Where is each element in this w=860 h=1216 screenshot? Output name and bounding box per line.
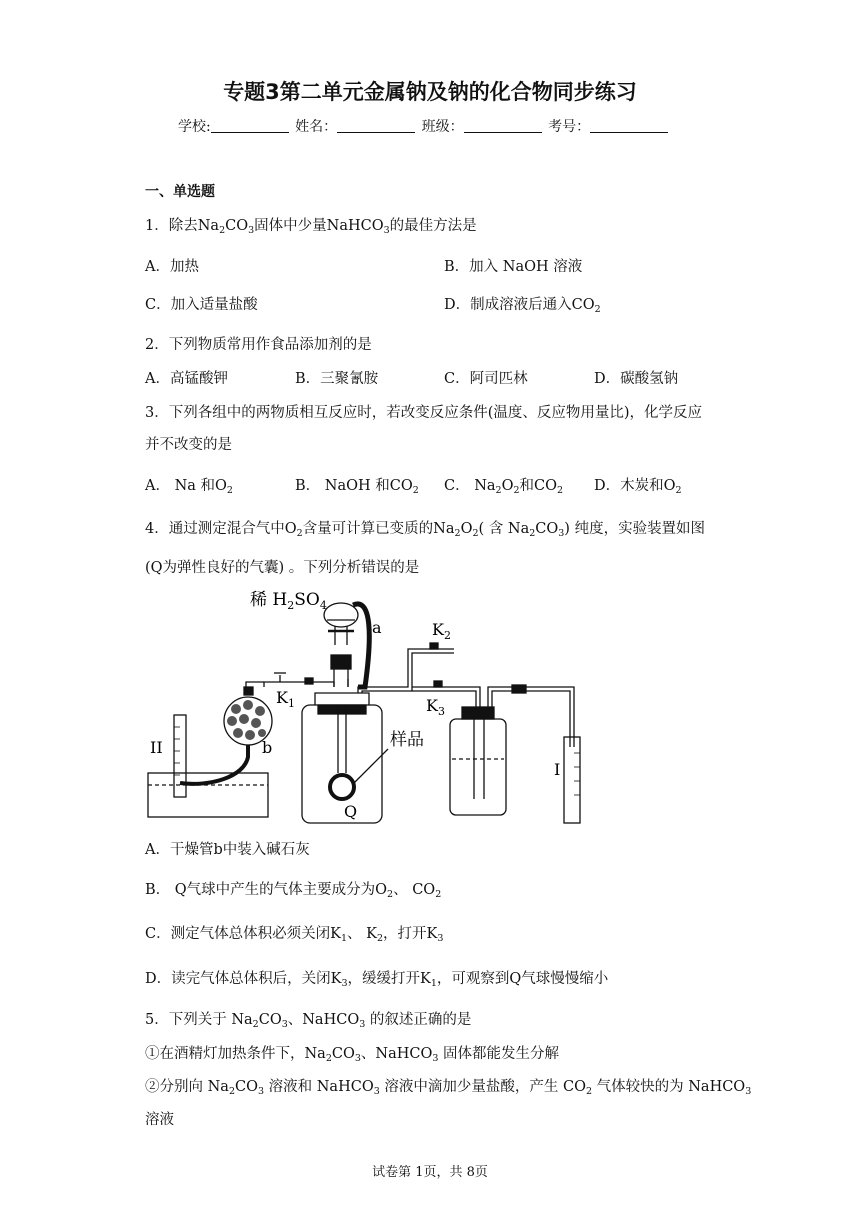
question-3-stem-line-2: 并不改变的是 <box>145 437 232 453</box>
question-5-statement-2: ②分别向 $Na_2CO_3$ 溶液和 NaHCO$_3$ 溶液中滴加少量盐酸，产生 $CO_2$ 气体较快的为 NaHCO$_3$ <box>145 1079 752 1097</box>
question-2-stem: 2．下列物质常用作食品添加剂的是 <box>145 337 372 353</box>
question-2-option-a[interactable]: A．高锰酸钾 <box>145 371 228 387</box>
question-5-statement-2-continued: 溶液 <box>145 1112 174 1128</box>
question-2-option-b[interactable]: B．三聚氰胺 <box>295 371 379 387</box>
tube-a <box>353 604 369 687</box>
exam-number-label: 考号： <box>548 119 591 135</box>
question-2-option-c[interactable]: C．阿司匹林 <box>444 371 528 387</box>
exam-number-blank[interactable] <box>590 118 668 133</box>
section-heading: 一、单选题 <box>145 184 215 200</box>
cylinder-ii-label: II <box>150 738 163 757</box>
question-4-stem-line-1: 4．通过测定混合气中$O_2$含量可计算已变质的$Na_2O_2$( 含 $Na_2CO_3$) 纯度，实验装置如图 <box>145 521 706 539</box>
apparatus-diagram <box>140 587 600 827</box>
name-label: 姓名： <box>295 119 338 135</box>
question-1-stem: 1．除去$Na_2CO_3$固体中少量NaHCO$_3$的最佳方法是 <box>145 218 477 236</box>
question-4-option-a[interactable]: A．干燥管b中装入碱石灰 <box>145 842 310 858</box>
class-blank[interactable] <box>464 118 542 133</box>
sample-label: 样品 <box>390 730 424 750</box>
question-3-option-d[interactable]: D．木炭和$O_2$ <box>594 478 682 496</box>
class-label: 班级： <box>421 119 464 135</box>
question-1-option-d[interactable]: D．制成溶液后通入$CO_2$ <box>444 297 601 315</box>
separatory-funnel <box>324 603 358 627</box>
question-1-option-b[interactable]: B．加入 NaOH 溶液 <box>444 259 583 275</box>
balloon-q <box>330 775 354 799</box>
question-3-option-c[interactable]: C． $Na_2O_2$和$CO_2$ <box>444 478 564 496</box>
question-1-option-a[interactable]: A．加热 <box>145 259 199 275</box>
school-label: 学校: <box>178 119 211 135</box>
tube-a-label: a <box>372 618 382 637</box>
wash-bottle <box>450 719 506 815</box>
question-4-option-c[interactable]: C．测定气体总体积必须关闭$K_1$、 $K_2$，打开$K_3$ <box>145 926 444 944</box>
k2-label: $K_2$ <box>432 620 451 642</box>
question-3-option-a[interactable]: A． Na 和$O_2$ <box>145 478 233 496</box>
question-2-option-d[interactable]: D．碳酸氢钠 <box>594 371 679 387</box>
water-basin <box>148 773 268 817</box>
balloon-q-label: Q <box>344 802 358 821</box>
question-1-option-c[interactable]: C．加入适量盐酸 <box>145 297 258 313</box>
page-footer: 试卷第 1页，共 8页 <box>372 1165 488 1180</box>
page-title: 专题3第二单元金属钠及钠的化合物同步练习 <box>223 80 637 104</box>
drying-tube-b-label: b <box>262 738 273 757</box>
k1-label: $K_1$ <box>276 688 295 710</box>
school-blank[interactable] <box>211 118 289 133</box>
question-4-stem-line-2: (Q为弹性良好的气囊) 。下列分析错误的是 <box>145 560 420 576</box>
measuring-cylinder-i <box>564 737 580 823</box>
name-blank[interactable] <box>337 118 415 133</box>
question-3-option-b[interactable]: B． NaOH 和$CO_2$ <box>295 478 419 496</box>
acid-label: 稀 $H_2SO_4$ <box>250 590 327 612</box>
question-3-stem-line-1: 3．下列各组中的两物质相互反应时，若改变反应条件(温度、反应物用量比)，化学反应 <box>145 405 703 421</box>
question-4-option-d[interactable]: D．读完气体总体积后，关闭$K_3$，缓缓打开$K_1$，可观察到Q气球慢慢缩小 <box>145 971 609 989</box>
k3-label: $K_3$ <box>426 696 445 718</box>
question-4-option-b[interactable]: B． Q气球中产生的气体主要成分为$O_2$、 $CO_2$ <box>145 882 442 900</box>
cylinder-i-label: I <box>554 760 561 779</box>
reaction-bottle <box>302 705 382 823</box>
question-5-stem: 5．下列关于 $Na_2CO_3$、NaHCO$_3$ 的叙述正确的是 <box>145 1012 472 1030</box>
student-info-line <box>178 116 670 136</box>
question-5-statement-1: ①在酒精灯加热条件下，$Na_2CO_3$、NaHCO$_3$ 固体都能发生分解 <box>145 1046 560 1064</box>
